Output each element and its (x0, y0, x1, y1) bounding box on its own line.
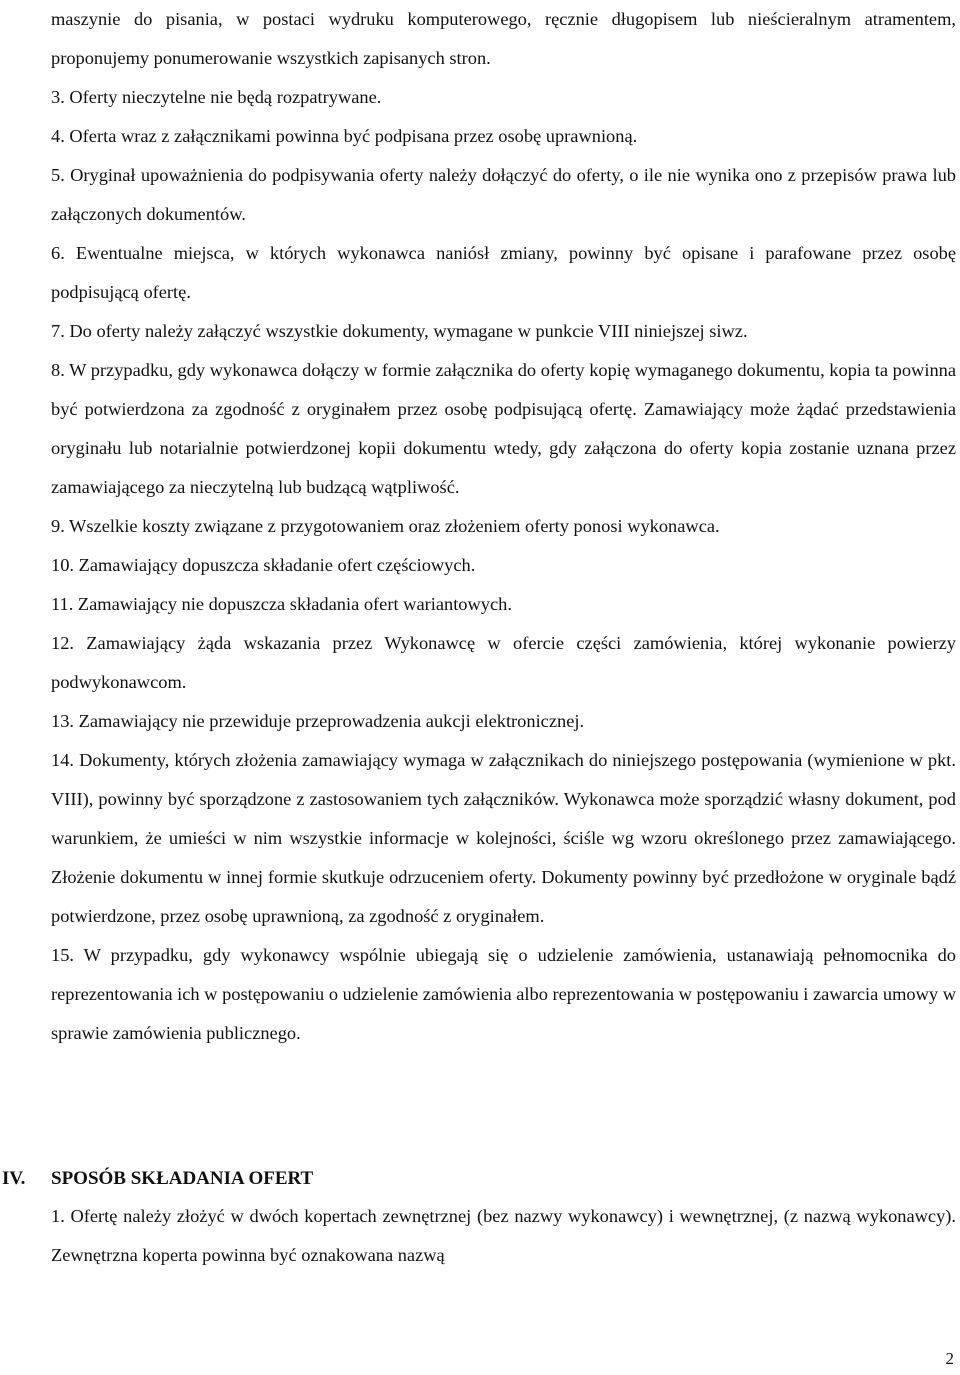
list-item-13: 13. Zamawiający nie przewiduje przeprowadzenia aukcji elektronicznej. (51, 711, 585, 731)
section-body (51, 1197, 956, 1275)
list-item-15: 15. W przypadku, gdy wykonawcy wspólnie ubiegają się o udzielenie zamówienia, ustanawiają pełnomocnika do reprezentowania ich w postępowaniu o udzielenie zamówienia albo reprezentowania w postępowaniu i zawarcia umowy w sprawie zamówienia publicznego. (51, 945, 956, 1043)
list-item-9: 9. Wszelkie koszty związane z przygotowaniem oraz złożeniem oferty ponosi wykonawca. (51, 516, 720, 536)
section-title: SPOSÓB SKŁADANIA OFERT (51, 1168, 314, 1189)
list-item-5: 5. Oryginał upoważnienia do podpisywania oferty należy dołączyć do oferty, o ile nie wynika ono z przepisów prawa lub załączonych dokumentów. (51, 165, 956, 224)
section-number: IV. (2, 1168, 26, 1189)
page-number: 2 (945, 1349, 954, 1368)
list-item-4: 4. Oferta wraz z załącznikami powinna być podpisana przez osobę uprawnioną. (51, 126, 638, 146)
section-list-item-1: 1. Ofertę należy złożyć w dwóch kopertach zewnętrznej (bez nazwy wykonawcy) i wewnętrznej, (z nazwą wykonawcy). Zewnętrzna koperta powinna być oznakowana nazwą (51, 1206, 956, 1265)
paragraph-continuation: maszynie do pisania, w postaci wydruku komputerowego, ręcznie długopisem lub nieścieralnym atramentem, proponujemy ponumerowanie wszystkich zapisanych stron. (51, 9, 956, 68)
list-item-6: 6. Ewentualne miejsca, w których wykonawca naniósł zmiany, powinny być opisane i parafowane przez osobę podpisującą ofertę. (51, 243, 956, 302)
list-item-12: 12. Zamawiający żąda wskazania przez Wykonawcę w ofercie części zamówienia, której wykonanie powierzy podwykonawcom. (51, 633, 956, 692)
list-item-10: 10. Zamawiający dopuszcza składanie ofert częściowych. (51, 555, 476, 575)
document-body (51, 0, 956, 1053)
list-item-8: 8. W przypadku, gdy wykonawca dołączy w formie załącznika do oferty kopię wymaganego dokumentu, kopia ta powinna być potwierdzona za zgodność z oryginałem przez osobę podpisującą ofertę. Zamawiający może żądać przedstawienia oryginału lub notarialnie potwierdzonej kopii dokumentu wtedy, gdy załączona do oferty kopia zostanie uznana przez zamawiającego za nieczytelną lub budzącą wątpliwość. (51, 360, 956, 497)
list-item-11: 11. Zamawiający nie dopuszcza składania ofert wariantowych. (51, 594, 512, 614)
list-item-7: 7. Do oferty należy załączyć wszystkie dokumenty, wymagane w punkcie VIII niniejszej siwz. (51, 321, 748, 341)
list-item-3: 3. Oferty nieczytelne nie będą rozpatrywane. (51, 87, 382, 107)
list-item-14: 14. Dokumenty, których złożenia zamawiający wymaga w załącznikach do niniejszego postępowania (wymienione w pkt. VIII), powinny być sporządzone z zastosowaniem tych załączników. Wykonawca może sporządzić własny dokument, pod warunkiem, że umieści w nim wszystkie informacje w kolejności, ściśle wg wzoru określonego przez zamawiającego. Złożenie dokumentu w innej formie skutkuje odrzuceniem oferty. Dokumenty powinny być przedłożone w oryginale bądź potwierdzone, przez osobę uprawnioną, za zgodność z oryginałem. (51, 750, 956, 926)
